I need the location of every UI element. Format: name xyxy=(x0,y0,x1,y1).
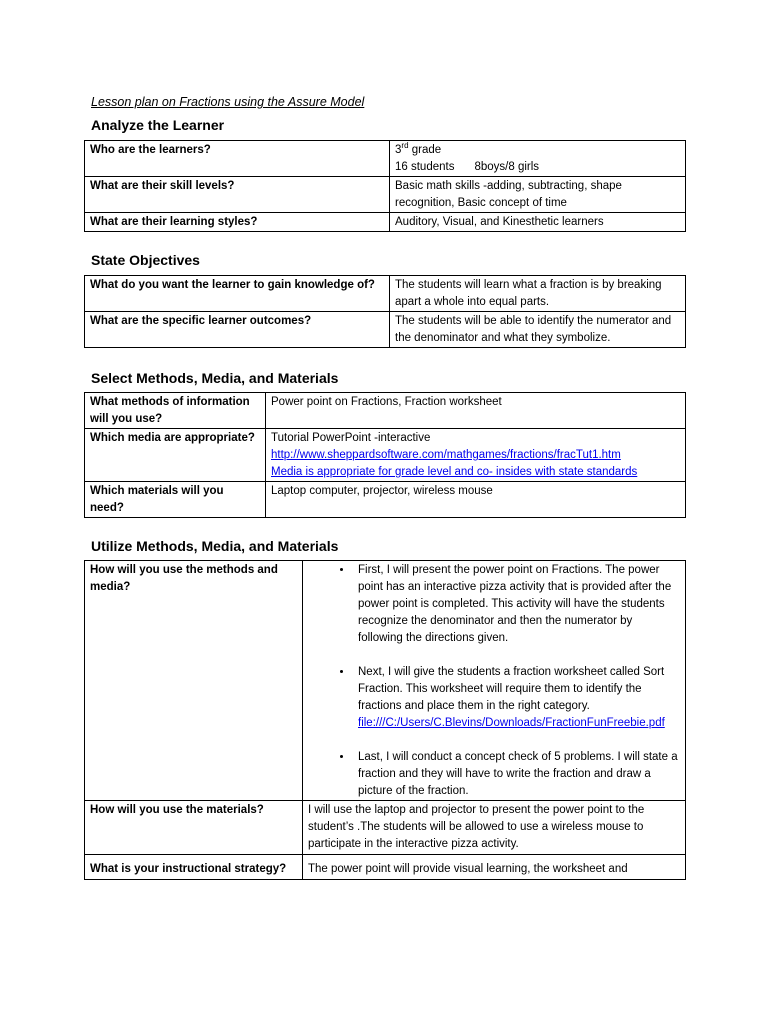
table-row xyxy=(85,141,686,177)
question-cell: What are the specific learner outcomes? xyxy=(85,312,390,348)
analyze-table xyxy=(84,140,686,232)
student-count: 16 students xyxy=(395,161,455,173)
standards-note-link[interactable]: Media is appropriate for grade level and co- insides with state standards xyxy=(271,466,638,478)
utilize-heading: Utilize Methods, Media, and Materials xyxy=(91,538,339,554)
grade-suffix: rd xyxy=(401,141,409,151)
question-cell: What are their learning styles? xyxy=(85,213,390,232)
table-row xyxy=(85,429,686,482)
question-cell: Who are the learners? xyxy=(85,141,390,177)
select-table xyxy=(84,392,686,518)
table-row xyxy=(85,393,686,429)
question-cell: What is your instructional strategy? xyxy=(85,855,303,880)
tutorial-link[interactable]: http://www.sheppardsoftware.com/mathgames/fractions/fracTut1.htm xyxy=(271,449,621,461)
analyze-heading: Analyze the Learner xyxy=(91,117,225,133)
answer-cell: The power point will provide visual learning, the worksheet and xyxy=(303,855,686,880)
table-row xyxy=(85,855,686,880)
question-cell: What do you want the learner to gain knowledge of? xyxy=(85,276,390,312)
table-row xyxy=(85,177,686,213)
answer-cell: The students will be able to identify the numerator and the denominator and what they symbolize. xyxy=(390,312,686,348)
question-cell: What are their skill levels? xyxy=(85,177,390,213)
method-bullet-list xyxy=(308,562,680,800)
gender-split: 8boys/8 girls xyxy=(474,161,540,173)
question-cell: What methods of information will you use? xyxy=(85,393,266,429)
bullet-first: • First, I will present the power point on Fractions. The power point has an interactive pizza activity that is provided after the power point is completed. This activity will have the students recognize the denominator and then the numerator by following the directions given. xyxy=(353,562,680,647)
question-cell: Which materials will you need? xyxy=(85,482,266,518)
bullet-next-text: Next, I will give the students a fraction worksheet called Sort Fraction. This worksheet will require them to identify the fractions and place them in the right category. xyxy=(358,666,665,712)
answer-cell xyxy=(303,561,686,801)
table-row xyxy=(85,213,686,232)
select-heading: Select Methods, Media, and Materials xyxy=(91,370,339,386)
worksheet-link[interactable]: file:///C:/Users/C.Blevins/Downloads/FractionFunFreebie.pdf xyxy=(358,717,665,729)
table-row xyxy=(85,561,686,801)
table-row xyxy=(85,312,686,348)
document-title: Lesson plan on Fractions using the Assure Model xyxy=(91,95,365,109)
objectives-heading: State Objectives xyxy=(91,252,200,268)
table-row xyxy=(85,801,686,855)
grade-word: grade xyxy=(411,144,442,156)
utilize-table xyxy=(84,560,686,880)
grade-number: 3 xyxy=(395,144,402,156)
table-row xyxy=(85,276,686,312)
bullet-last: • Last, I will conduct a concept check of 5 problems. I will state a fraction and they will have to write the fraction and draw a picture of the fraction. xyxy=(353,749,680,800)
media-type: Tutorial PowerPoint -interactive xyxy=(271,432,431,444)
question-cell: Which media are appropriate? xyxy=(85,429,266,482)
answer-cell xyxy=(266,429,686,482)
answer-cell: Laptop computer, projector, wireless mouse xyxy=(266,482,686,518)
objectives-table xyxy=(84,275,686,348)
answer-cell: Auditory, Visual, and Kinesthetic learners xyxy=(390,213,686,232)
answer-cell xyxy=(390,141,686,177)
answer-cell: Power point on Fractions, Fraction worksheet xyxy=(266,393,686,429)
answer-cell: I will use the laptop and projector to present the power point to the student’s .The students will be allowed to use a wireless mouse to participate in the interactive pizza activity. xyxy=(303,801,686,855)
question-cell: How will you use the materials? xyxy=(85,801,303,855)
answer-cell: Basic math skills -adding, subtracting, shape recognition, Basic concept of time xyxy=(390,177,686,213)
question-cell: How will you use the methods and media? xyxy=(85,561,303,801)
answer-cell: The students will learn what a fraction is by breaking apart a whole into equal parts. xyxy=(390,276,686,312)
table-row xyxy=(85,482,686,518)
bullet-next xyxy=(353,664,680,732)
